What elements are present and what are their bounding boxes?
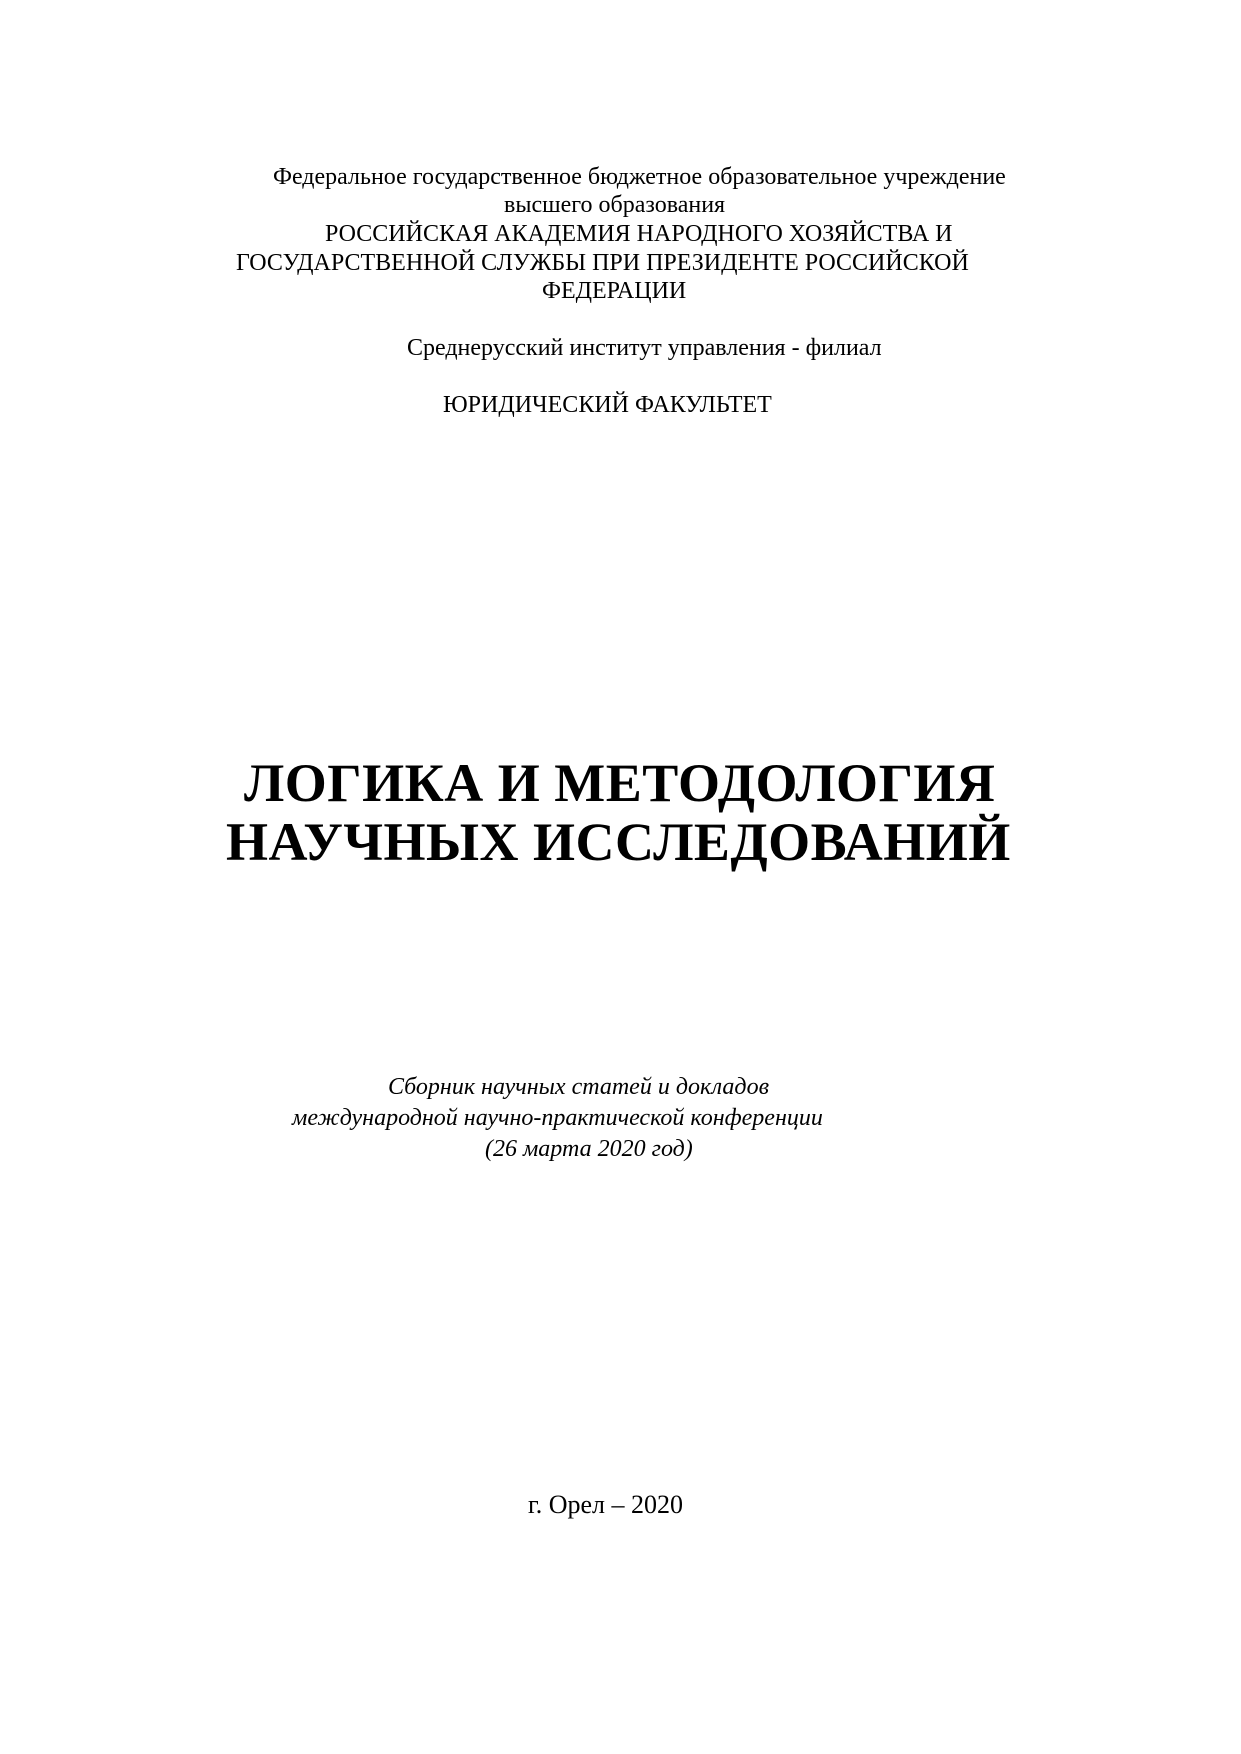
place-and-year: г. Орел – 2020	[528, 1490, 684, 1519]
subtitle-date: (26 марта 2020 год)	[485, 1136, 693, 1162]
organization-line-5: ФЕДЕРАЦИИ	[542, 278, 687, 304]
organization-line-1: Федеральное государственное бюджетное образовательное учреждение	[273, 164, 1006, 190]
organization-line-2: высшего образования	[504, 192, 726, 218]
document-title-line-1: ЛОГИКА И МЕТОДОЛОГИЯ	[244, 753, 996, 813]
document-title-line-2: НАУЧНЫХ ИССЛЕДОВАНИЙ	[226, 812, 1011, 872]
faculty-name: ЮРИДИЧЕСКИЙ ФАКУЛЬТЕТ	[443, 392, 772, 418]
organization-line-3: РОССИЙСКАЯ АКАДЕМИЯ НАРОДНОГО ХОЗЯЙСТВА И	[325, 221, 953, 247]
institute-name: Среднерусский институт управления - филиал	[407, 335, 882, 361]
subtitle-line-1: Сборник научных статей и докладов	[388, 1074, 769, 1100]
organization-line-4: ГОСУДАРСТВЕННОЙ СЛУЖБЫ ПРИ ПРЕЗИДЕНТЕ РОССИЙСКОЙ	[236, 250, 969, 276]
subtitle-line-2: международной научно-практической конференции	[292, 1105, 823, 1131]
